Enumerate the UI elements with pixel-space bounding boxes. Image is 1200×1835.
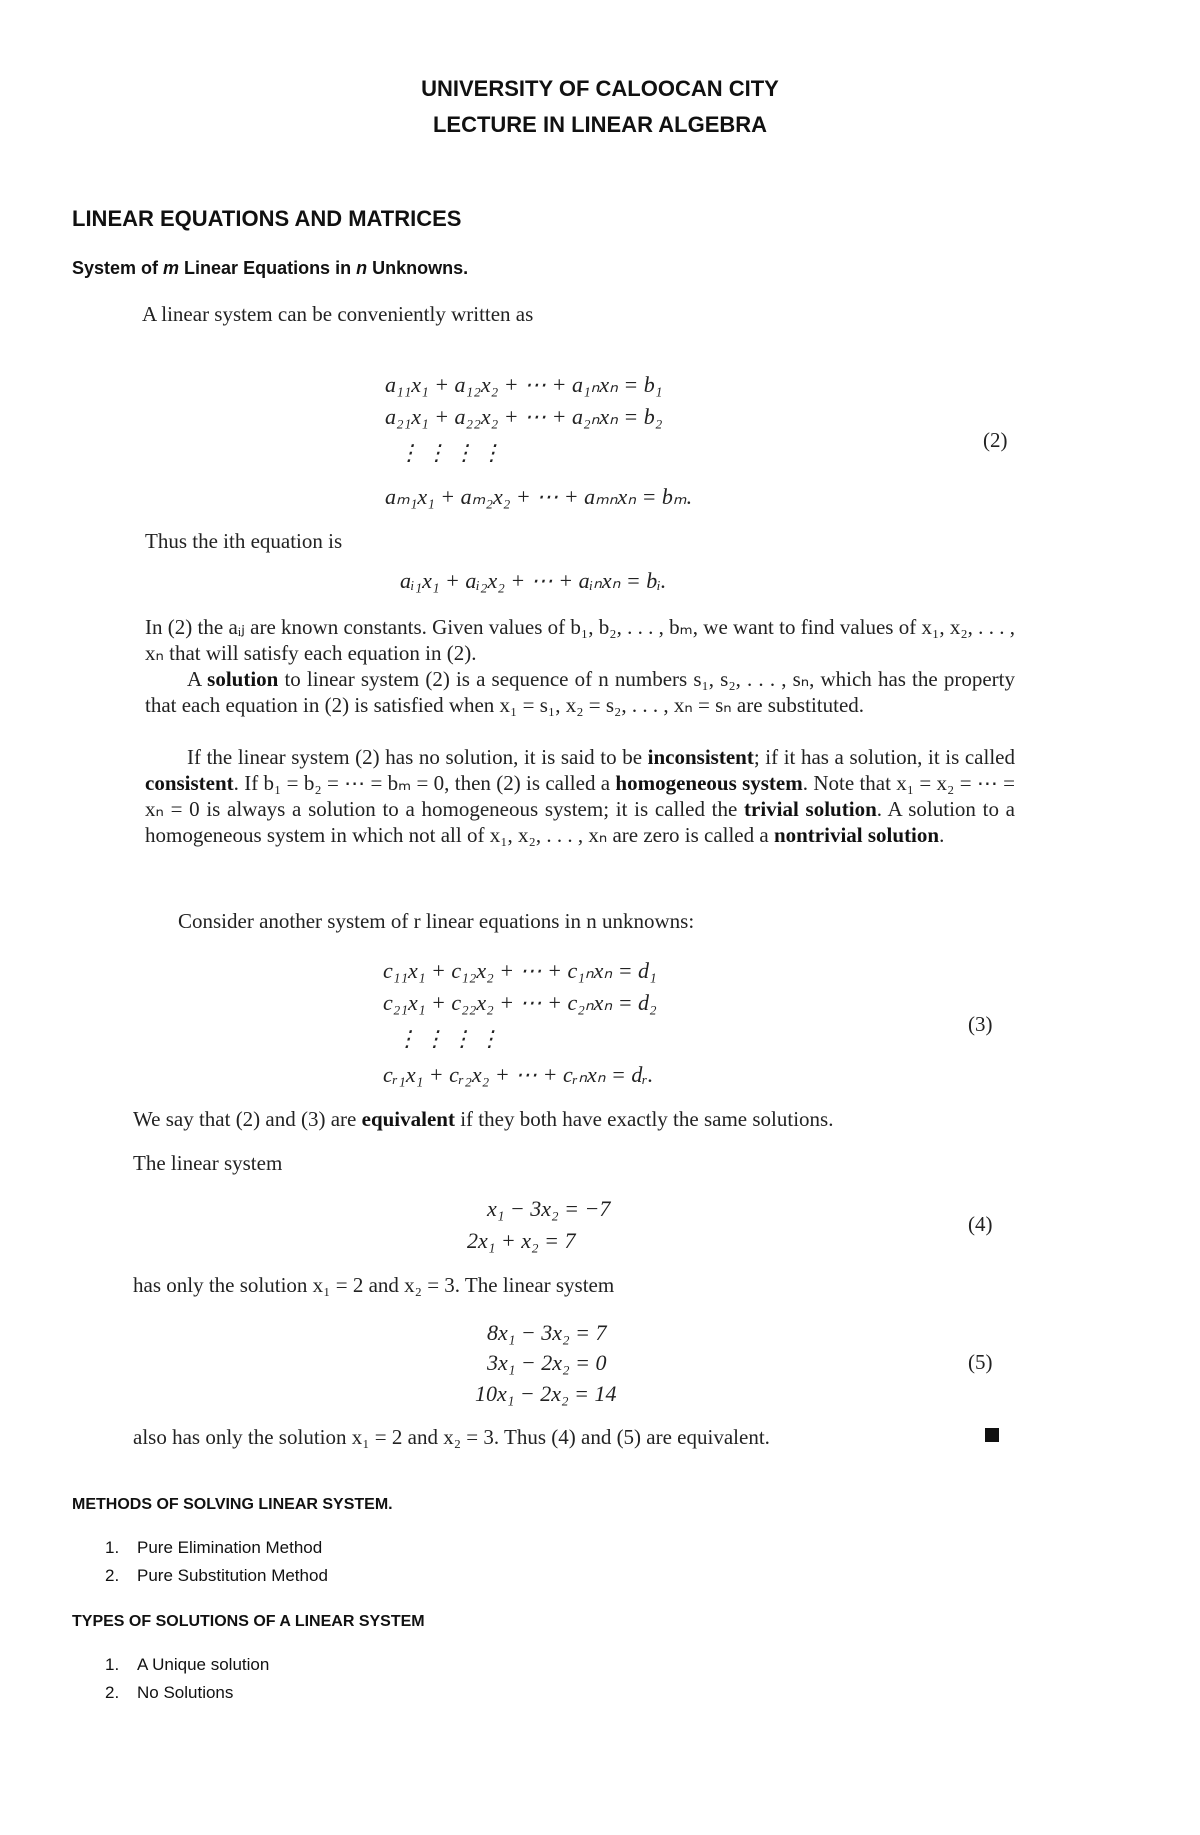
system5-label: (5) [968, 1350, 993, 1374]
types-heading: TYPES OF SOLUTIONS OF A LINEAR SYSTEM [72, 1613, 425, 1630]
system3-row-r: cᵣ₁x₁ + cᵣ₂x₂ + ⋯ + cᵣₙxₙ = dᵣ. [383, 1062, 654, 1087]
p3-c: . If b₁ = b₂ = ⋯ = bₘ = 0, then (2) is called a [233, 771, 616, 795]
system4-label: (4) [968, 1212, 993, 1236]
p3-d: . Note that x₁ = x₂ = ⋯ = xₙ = 0 is always a solution to a homogeneous system; it is called the [145, 771, 1016, 821]
system2-row-1: a₁₁x₁ + a₁₂x₂ + ⋯ + a₁ₙxₙ = b₁ [385, 372, 663, 397]
term-inconsistent: inconsistent [647, 745, 754, 769]
types-item-1-number: 1. [105, 1655, 120, 1674]
types-item-2-number: 2. [105, 1683, 120, 1702]
system5-row-2: 3x₁ − 2x₂ = 0 [487, 1350, 607, 1375]
system3-row-1: c₁₁x₁ + c₁₂x₂ + ⋯ + c₁ₙxₙ = d₁ [383, 958, 657, 983]
paragraph-solution [145, 666, 1015, 718]
p3-e: . A solution to a homogeneous system in which not all of x₁, x₂, . . . , xₙ are zero is called a [145, 797, 1015, 847]
university-name: UNIVERSITY OF CALOOCAN CITY [421, 76, 779, 101]
subsection-post: Unknowns. [367, 258, 469, 278]
types-item-2-label: No Solutions [137, 1683, 234, 1702]
types-item-1-label: A Unique solution [137, 1655, 270, 1674]
paragraph-known-constants: In (2) the aᵢⱼ are known constants. Given values of b₁, b₂, . . . , bₘ, we want to find values of x₁, x₂, . . . , xₙ that will satisfy each equation in (2). [145, 615, 1015, 665]
system2-row-dots: ⋮ ⋮ ⋮ ⋮ [398, 440, 503, 465]
system3-row-dots: ⋮ ⋮ ⋮ ⋮ [396, 1026, 501, 1051]
subsection-pre: System of [72, 258, 164, 278]
term-trivial-solution: trivial solution [744, 797, 877, 821]
methods-item-1-number: 1. [105, 1538, 120, 1557]
lecture-title: LECTURE IN LINEAR ALGEBRA [432, 112, 768, 137]
end-of-example-square-icon [985, 1428, 999, 1442]
paragraph-another-system: Consider another system of r linear equations in n unknowns: [178, 909, 695, 933]
after-system5: also has only the solution x₁ = 2 and x₂ = 3. Thus (4) and (5) are equivalent. [133, 1425, 770, 1449]
subsection-m: m [163, 258, 180, 278]
methods-item-2 [105, 1566, 328, 1586]
methods-item-1 [105, 1538, 322, 1558]
subsection-title [72, 258, 468, 279]
term-consistent: consistent [145, 771, 234, 795]
system3-row-2: c₂₁x₁ + c₂₂x₂ + ⋯ + c₂ₙxₙ = d₂ [383, 990, 657, 1015]
example-intro: The linear system [133, 1151, 283, 1175]
methods-item-2-number: 2. [105, 1566, 120, 1585]
system2-row-m: aₘ₁x₁ + aₘ₂x₂ + ⋯ + aₘₙxₙ = bₘ. [385, 484, 693, 509]
term-nontrivial-solution: nontrivial solution [773, 823, 940, 847]
types-item-1 [105, 1655, 269, 1675]
equivalent-a: We say that (2) and (3) are [133, 1107, 362, 1131]
term-homogeneous-system: homogeneous system [615, 771, 803, 795]
methods-item-1-label: Pure Elimination Method [137, 1538, 323, 1557]
p3-b: ; if it has a solution, it is called [753, 745, 1015, 769]
term-solution: solution [207, 667, 279, 691]
methods-item-2-label: Pure Substitution Method [137, 1566, 328, 1585]
system4-row-2: 2x₁ + x₂ = 7 [467, 1228, 576, 1253]
p3-a: If the linear system (2) has no solution, it is said to be [187, 745, 648, 769]
subsection-mid: Linear Equations in [179, 258, 357, 278]
section-title: LINEAR EQUATIONS AND MATRICES [72, 206, 462, 231]
system2-label: (2) [983, 428, 1008, 452]
after-system4: has only the solution x₁ = 2 and x₂ = 3. The linear system [133, 1273, 615, 1297]
term-equivalent: equivalent [361, 1107, 455, 1131]
p2-a: A [187, 667, 208, 691]
subsection-n: n [356, 258, 368, 278]
types-item-2 [105, 1683, 233, 1703]
system4-row-1: x₁ − 3x₂ = −7 [487, 1196, 611, 1221]
equivalent-b: if they both have exactly the same solutions. [454, 1107, 834, 1131]
methods-heading: METHODS OF SOLVING LINEAR SYSTEM. [72, 1496, 393, 1513]
system5-row-1: 8x₁ − 3x₂ = 7 [487, 1320, 607, 1345]
p2-b: to linear system (2) is a sequence of n numbers s₁, s₂, . . . , sₙ, which has the property that each equation in (2) is satisfied when x₁ = s₁, x₂ = s₂, . . . , xₙ = sₙ are substituted. [145, 667, 1015, 717]
p3-f: . [939, 823, 945, 847]
system5-row-3: 10x₁ − 2x₂ = 14 [475, 1381, 617, 1406]
system3-label: (3) [968, 1012, 993, 1036]
ith-equation: aᵢ₁x₁ + aᵢ₂x₂ + ⋯ + aᵢₙxₙ = bᵢ. [400, 568, 667, 593]
ith-intro: Thus the ith equation is [145, 529, 343, 553]
system2-row-2: a₂₁x₁ + a₂₂x₂ + ⋯ + a₂ₙxₙ = b₂ [385, 404, 663, 429]
intro-text: A linear system can be conveniently written as [142, 302, 534, 326]
paragraph-consistency [145, 744, 1015, 848]
equivalent-definition [133, 1106, 1013, 1132]
